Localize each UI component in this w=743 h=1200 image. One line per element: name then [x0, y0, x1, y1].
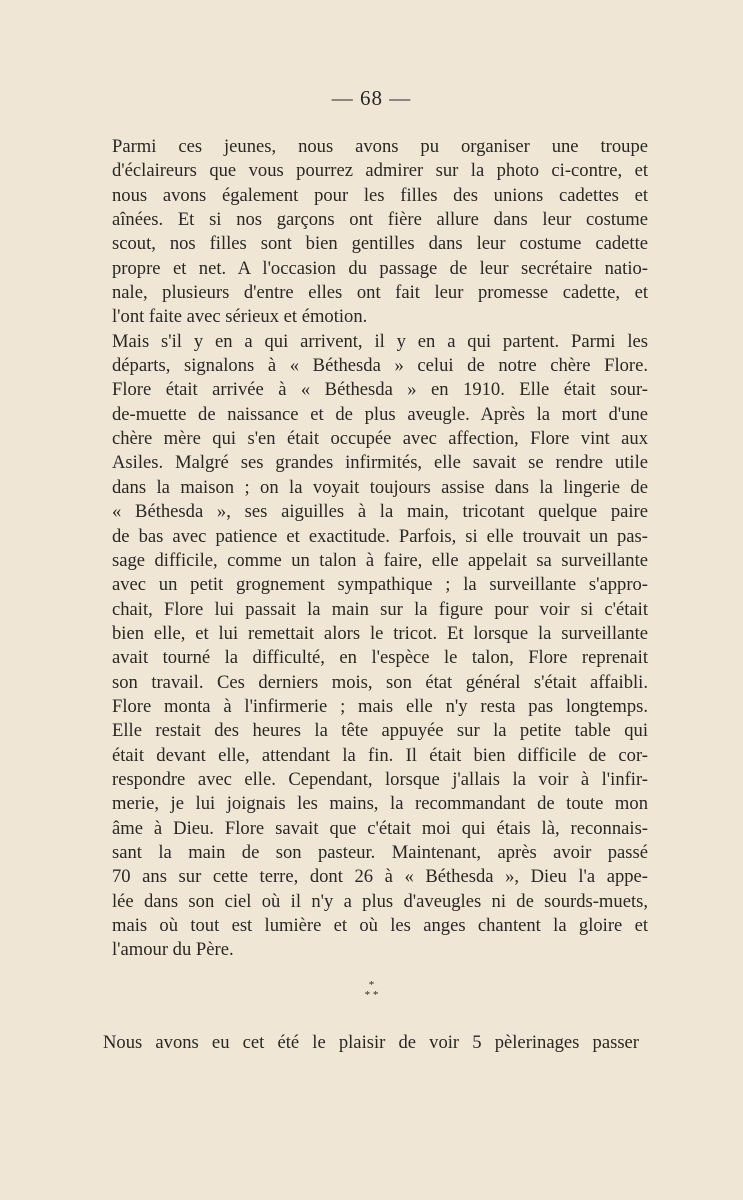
text-line: l'amour du Père. [112, 939, 234, 961]
text-line: Flore monta à l'infirmerie ; mais elle n'y resta pas longtemps. [112, 695, 648, 717]
text-line: Asiles. Malgré ses grandes infirmités, elle savait se rendre utile [112, 452, 648, 474]
text-line: nale, plusieurs d'entre elles ont fait leur promesse cadette, et [112, 282, 648, 304]
separator-top: * [368, 979, 375, 991]
text-line: mais où tout est lumière et où les anges chantent la gloire et [112, 915, 648, 936]
text-line: dans la maison ; on la voyait toujours assise dans la lingerie de [112, 476, 648, 498]
text-line: son travail. Ces derniers mois, son état général s'était affaibli. [112, 671, 648, 693]
text-line: de-muette de naissance et de plus aveugle. Après la mort d'une [112, 403, 648, 425]
text-line: d'éclaireurs que vous pourrez admirer sur la photo ci-contre, et [112, 160, 648, 182]
text-line: merie, je lui joignais les mains, la recommandant de toute mon [112, 793, 648, 815]
text-line: Flore était arrivée à « Béthesda » en 1910. Elle était sour- [112, 379, 648, 401]
separator-bottom: * * [364, 989, 379, 1001]
section-separator [0, 980, 743, 1000]
text-line: lée dans son ciel où il n'y a plus d'aveugles ni de sourds-muets, [112, 890, 648, 912]
text-line: départs, signalons à « Béthesda » celui de notre chère Flore. [112, 355, 648, 377]
paragraph-1 [112, 135, 648, 330]
text-line: chait, Flore lui passait la main sur la figure pour voir si c'était [112, 598, 648, 620]
text-line: avait tourné la difficulté, en l'espèce le talon, Flore reprenait [112, 647, 648, 669]
paragraph-2 [112, 330, 648, 963]
text-line: « Béthesda », ses aiguilles à la main, tricotant quelque paire [112, 501, 648, 523]
text-line: âme à Dieu. Flore savait que c'était moi qui étais là, reconnais- [112, 817, 648, 839]
text-line: de bas avec patience et exactitude. Parfois, si elle trouvait un pas- [112, 525, 648, 547]
text-line: scout, nos filles sont bien gentilles dans leur costume cadette [112, 233, 648, 255]
text-line: Elle restait des heures la tête appuyée sur la petite table qui [112, 720, 648, 742]
text-line: chère mère qui s'en était occupée avec affection, Flore vint aux [112, 428, 648, 450]
text-line: avec un petit grognement sympathique ; la surveillante s'appro- [112, 574, 648, 596]
text-line: Mais s'il y en a qui arrivent, il y en a qui partent. Parmi les [112, 330, 648, 352]
text-line: l'ont faite avec sérieux et émotion. [112, 306, 368, 328]
final-line: Nous avons eu cet été le plaisir de voir 5 pèlerinages passer [103, 1032, 639, 1053]
text-line: sage difficile, comme un talon à faire, elle appelait sa surveillante [112, 549, 648, 571]
text-line: respondre avec elle. Cependant, lorsque j'allais la voir à l'infir- [112, 768, 648, 790]
text-line: sant la main de son pasteur. Maintenant, après avoir passé [112, 841, 648, 863]
page-number: — 68 — [331, 86, 412, 110]
body-text [112, 135, 648, 963]
text-line: bien elle, et lui remettait alors le tricot. Et lorsque la surveillante [112, 622, 648, 644]
text-line: propre et net. A l'occasion du passage de leur secrétaire natio- [112, 257, 648, 279]
text-line: Parmi ces jeunes, nous avons pu organiser une troupe [112, 136, 648, 157]
text-line: aînées. Et si nos garçons ont fière allure dans leur costume [112, 209, 648, 231]
text-line: 70 ans sur cette terre, dont 26 à « Béthesda », Dieu l'a appe- [112, 866, 648, 888]
text-line: était devant elle, attendant la fin. Il était bien difficile de cor- [112, 744, 648, 766]
text-line: nous avons également pour les filles des unions cadettes et [112, 184, 648, 206]
